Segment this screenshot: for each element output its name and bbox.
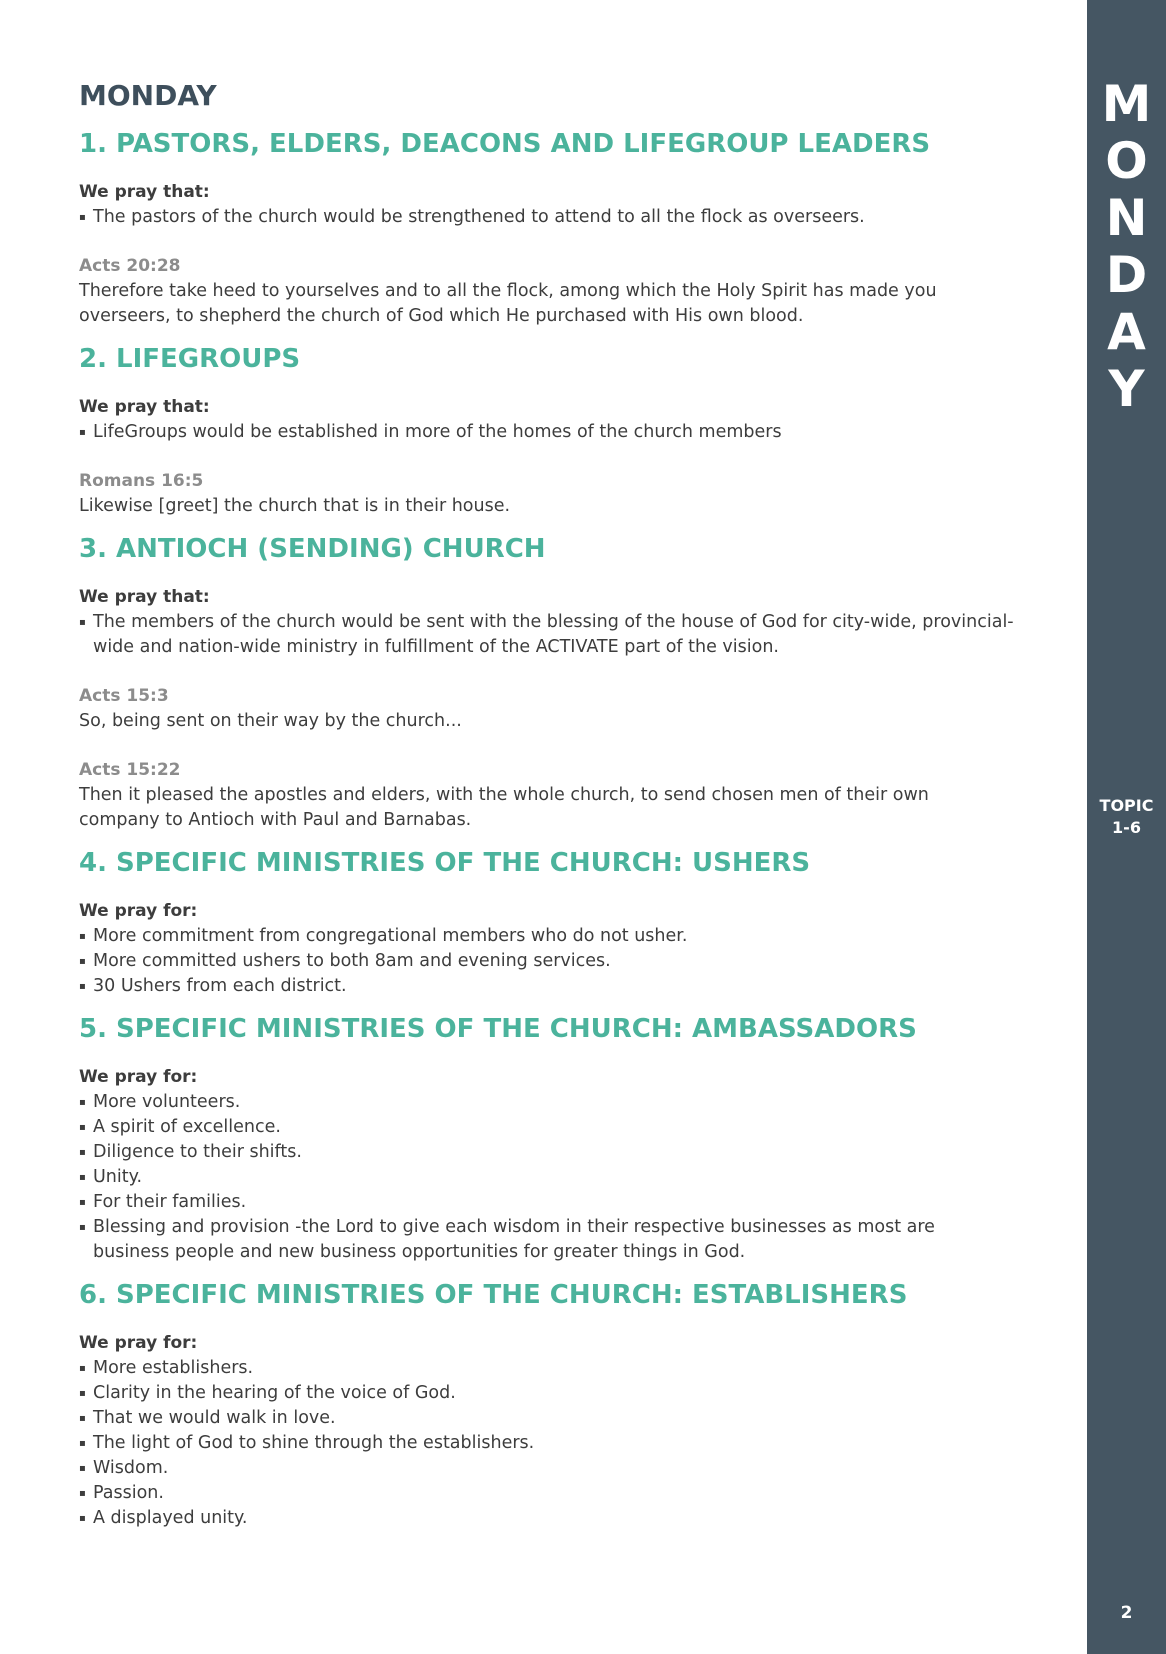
prayer-label: We pray for:	[79, 1333, 198, 1353]
list-item: ▪ The members of the church would be sent with the blessing of the house of God for city-wide, provincial-wide and nation-wide ministry in fulfillment of the ACTIVATE part of the vision.	[79, 610, 1023, 660]
sidebar-letter: O	[1105, 132, 1148, 190]
list-item: ▪ Wisdom.	[79, 1456, 1039, 1481]
verse-text: So, being sent on their way by the church...	[79, 711, 462, 731]
topic-label: TOPIC	[1099, 796, 1154, 815]
prayer-label: We pray that:	[79, 182, 210, 202]
verse-reference: Romans 16:5	[79, 471, 204, 491]
list-item: ▪ Passion.	[79, 1481, 1039, 1506]
sidebar-letter: A	[1107, 303, 1146, 361]
list-item: ▪ More volunteers.	[79, 1090, 1039, 1115]
sidebar-letter: D	[1105, 246, 1148, 304]
section-ambassadors	[79, 1011, 1039, 1265]
verse-reference: Acts 15:22	[79, 760, 181, 780]
list-item: ▪ For their families.	[79, 1190, 1039, 1215]
section-lifegroups	[79, 341, 1039, 519]
prayer-list	[79, 420, 1039, 445]
list-item: ▪ A spirit of excellence.	[79, 1115, 1039, 1140]
section-ushers	[79, 845, 1039, 999]
list-item: ▪ LifeGroups would be established in more of the homes of the church members	[79, 420, 1039, 445]
verse-reference: Acts 15:3	[79, 686, 169, 706]
prayer-list	[79, 1356, 1039, 1531]
list-item: ▪ The pastors of the church would be strengthened to attend to all the flock as overseers.	[79, 205, 1039, 230]
topic-range: 1-6	[1112, 818, 1141, 837]
list-item: ▪ That we would walk in love.	[79, 1406, 1039, 1431]
prayer-list	[79, 205, 1039, 230]
day-sidebar	[1087, 0, 1166, 1654]
verse-reference: Acts 20:28	[79, 256, 181, 276]
page-content	[79, 76, 1039, 1531]
page-number: 2	[1120, 1603, 1133, 1623]
prayer-label: We pray that:	[79, 587, 210, 607]
section-title: 4. SPECIFIC MINISTRIES OF THE CHURCH: USHERS	[79, 848, 811, 878]
list-item: ▪ The light of God to shine through the establishers.	[79, 1431, 1039, 1456]
verse-text: Therefore take heed to yourselves and to all the flock, among which the Holy Spirit has made you overseers, to shepherd the church of God which He purchased with His own blood.	[79, 281, 937, 326]
section-title: 6. SPECIFIC MINISTRIES OF THE CHURCH: ESTABLISHERS	[79, 1280, 908, 1310]
list-item: ▪ Diligence to their shifts.	[79, 1140, 1039, 1165]
topic-indicator	[1087, 795, 1166, 839]
section-establishers	[79, 1277, 1039, 1531]
list-item: ▪ Unity.	[79, 1165, 1039, 1190]
prayer-label: We pray for:	[79, 1067, 198, 1087]
verse-text: Likewise [greet] the church that is in their house.	[79, 496, 511, 516]
list-item: ▪ A displayed unity.	[79, 1506, 1039, 1531]
prayer-list	[79, 924, 1039, 999]
sidebar-letter: N	[1105, 189, 1148, 247]
section-title: 1. PASTORS, ELDERS, DEACONS AND LIFEGROUP LEADERS	[79, 129, 931, 159]
section-antioch	[79, 531, 1039, 833]
prayer-list	[79, 610, 1039, 660]
prayer-label: We pray that:	[79, 397, 210, 417]
section-title: 3. ANTIOCH (SENDING) CHURCH	[79, 534, 546, 564]
section-title: 5. SPECIFIC MINISTRIES OF THE CHURCH: AMBASSADORS	[79, 1014, 917, 1044]
section-title: 2. LIFEGROUPS	[79, 344, 301, 374]
day-heading: MONDAY	[79, 79, 217, 112]
list-item: ▪ Clarity in the hearing of the voice of God.	[79, 1381, 1039, 1406]
prayer-label: We pray for:	[79, 901, 198, 921]
list-item: ▪ More commitment from congregational members who do not usher.	[79, 924, 1039, 949]
sidebar-letter: Y	[1108, 360, 1145, 418]
list-item: ▪ More establishers.	[79, 1356, 1039, 1381]
section-pastors	[79, 126, 1039, 329]
prayer-list	[79, 1090, 1039, 1265]
list-item: ▪ 30 Ushers from each district.	[79, 974, 1039, 999]
list-item: ▪ More committed ushers to both 8am and evening services.	[79, 949, 1039, 974]
list-item: ▪ Blessing and provision -the Lord to give each wisdom in their respective businesses as most are business people and new business opportunities for greater things in God.	[79, 1215, 993, 1265]
sidebar-letter: M	[1101, 75, 1152, 133]
sidebar-day-letters	[1087, 76, 1166, 418]
verse-text: Then it pleased the apostles and elders, with the whole church, to send chosen men of their own company to Antioch with Paul and Barnabas.	[79, 785, 929, 830]
